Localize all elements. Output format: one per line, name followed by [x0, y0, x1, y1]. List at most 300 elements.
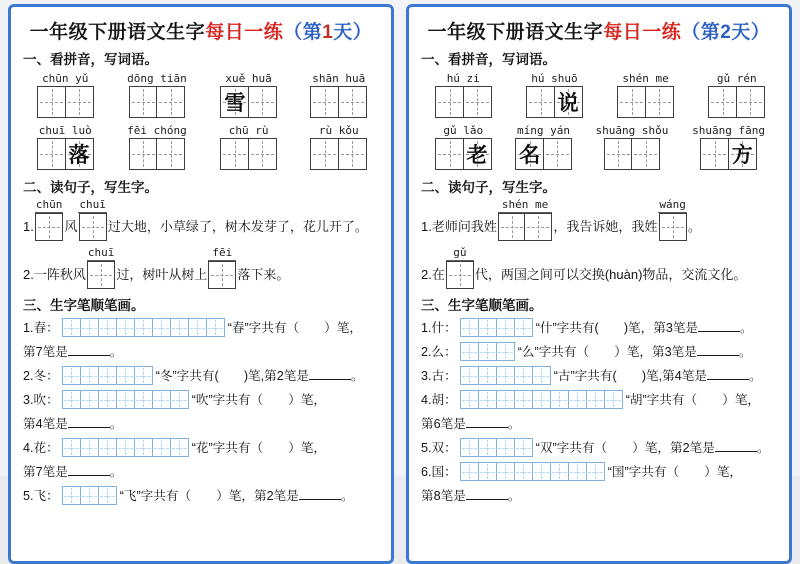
grid-hline [466, 102, 489, 103]
tianzige-cell [435, 86, 464, 118]
stroke-question [23, 364, 379, 388]
stroke-grid-cell [586, 462, 605, 481]
grid-hline [223, 154, 246, 155]
word-group [310, 72, 367, 118]
answer-blank [68, 424, 110, 428]
tianzige-pair [129, 86, 186, 118]
grid-hline [516, 472, 531, 473]
stroke-grid-cell [460, 390, 479, 409]
stroke-grid-cell [206, 318, 225, 337]
title-prefix: 一年级下册语文生字 [427, 22, 604, 43]
prefilled-char: 说 [557, 90, 579, 115]
grid-hline [118, 400, 133, 401]
tianzige-pair [220, 138, 277, 170]
tianzige-pair [37, 86, 94, 118]
question-text-2: 第6笔是 [421, 417, 466, 431]
grid-hline [136, 328, 151, 329]
pinyin-label: gǔ [446, 246, 474, 261]
sentence-text: 落下来。 [237, 267, 290, 282]
word-group [515, 124, 572, 170]
tianzige-cell [498, 213, 526, 241]
question-text-2: 第2笔是 [670, 441, 715, 455]
stroke-grid-cell [604, 390, 623, 409]
grid-hline [82, 328, 97, 329]
pinyin-label: chūn yǔ [42, 72, 89, 85]
answer-box-group [35, 198, 64, 241]
grid-hline [462, 472, 477, 473]
stroke-grid-cell [532, 390, 551, 409]
stroke-question [23, 436, 379, 484]
stroke-grid-cell [62, 438, 81, 457]
grid-hline [534, 472, 549, 473]
question-text-2: 第7笔是 [23, 465, 68, 479]
tianzige-pair [435, 138, 492, 170]
tianzige-cell [736, 86, 765, 118]
grid-hline [159, 154, 182, 155]
tianzige-cell [617, 86, 646, 118]
grid-hline [620, 102, 643, 103]
grid-hline [313, 102, 336, 103]
grid-hline [136, 400, 151, 401]
stroke-grid [460, 318, 533, 337]
grid-hline [118, 448, 133, 449]
tianzige-cell [604, 138, 633, 170]
grid-hline [480, 400, 495, 401]
question-answer-group [421, 417, 520, 431]
pinyin-word-row [421, 72, 777, 118]
grid-hline [648, 102, 671, 103]
pinyin-label: shuāng fāng [692, 124, 765, 137]
pinyin-label: dōng tiān [127, 72, 187, 85]
question-tail: 。 [748, 369, 762, 383]
tianzige-pair [35, 213, 63, 241]
stroke-grid-cell [116, 390, 135, 409]
grid-hline [100, 400, 115, 401]
stroke-grid-cell [80, 366, 99, 385]
answer-blank [715, 448, 757, 452]
grid-hline [527, 227, 549, 228]
tianzige-cell [208, 261, 236, 289]
question-tail: 。 [109, 417, 123, 431]
grid-hline [82, 227, 104, 228]
tianzige-pair [310, 138, 367, 170]
question-answer-group [23, 417, 122, 431]
stroke-grid-cell [188, 318, 207, 337]
stroke-grid-cell [170, 318, 189, 337]
stroke-grid-cell [586, 390, 605, 409]
prefilled-char: 雪 [224, 90, 246, 115]
question-answer-group [254, 489, 353, 503]
stroke-grid-cell [460, 366, 479, 385]
stroke-question [421, 316, 777, 340]
grid-hline [251, 102, 274, 103]
title-day-number: 1 [322, 22, 334, 43]
title-paren-open: （第 [283, 22, 323, 43]
grid-hline [82, 496, 97, 497]
question-text-2: 第2笔是 [254, 489, 299, 503]
grid-hline [498, 400, 513, 401]
stroke-grid-cell [496, 342, 515, 361]
question-label: 6.国： [421, 465, 457, 479]
stroke-question [421, 364, 777, 388]
pinyin-label: chū rù [228, 124, 269, 137]
word-group [708, 72, 765, 118]
grid-hline [570, 400, 585, 401]
grid-hline [449, 275, 471, 276]
question-text: “冬”字共有( )笔, [155, 369, 265, 383]
grid-hline [462, 376, 477, 377]
stroke-grid [62, 366, 153, 385]
stroke-grid-cell [98, 390, 117, 409]
tianzige-pair [515, 138, 572, 170]
grid-hline [498, 352, 513, 353]
tianzige-cell [526, 86, 555, 118]
stroke-grid [460, 438, 533, 457]
pinyin-word-row [421, 124, 777, 170]
title-prefix: 一年级下册语文生字 [29, 22, 206, 43]
tianzige-pair [526, 86, 583, 118]
stroke-question [421, 436, 777, 460]
answer-box-group [446, 246, 474, 289]
answer-blank [697, 352, 739, 356]
grid-hline [711, 102, 734, 103]
grid-hline [516, 400, 531, 401]
grid-hline [588, 400, 603, 401]
question-text-2: 第4笔是 [23, 417, 68, 431]
question-text-2: 第3笔是 [652, 345, 697, 359]
question-answer-group [652, 345, 751, 359]
answer-box-group [87, 246, 116, 289]
stroke-question [421, 340, 777, 364]
question-tail: 。 [340, 489, 354, 503]
answer-blank [68, 472, 110, 476]
pinyin-word-row [23, 72, 379, 118]
pinyin-label: fēi [208, 246, 236, 261]
tianzige-cell [156, 138, 185, 170]
stroke-grid-cell [478, 366, 497, 385]
stroke-grid-cell [116, 318, 135, 337]
pinyin-words-section [421, 72, 777, 170]
stroke-grid-cell [550, 462, 569, 481]
grid-hline [534, 400, 549, 401]
grid-hline [570, 472, 585, 473]
pinyin-label: xuě huā [225, 72, 272, 85]
question-text: “胡”字共有（ ）笔， [625, 393, 761, 407]
stroke-grid-cell [80, 486, 99, 505]
grid-hline [136, 376, 151, 377]
grid-hline [546, 154, 569, 155]
word-group [435, 124, 492, 170]
stroke-grid-cell [514, 390, 533, 409]
grid-hline [132, 154, 155, 155]
tianzige-pair [617, 86, 674, 118]
question-label: 4.花： [23, 441, 59, 455]
word-group [127, 124, 187, 170]
grid-hline [172, 328, 187, 329]
stroke-grid [62, 390, 189, 409]
stroke-grid [460, 366, 551, 385]
pinyin-label: chuī [79, 198, 106, 211]
question-label: 3.吹： [23, 393, 59, 407]
tianzige-cell [659, 213, 687, 241]
tianzige-pair [79, 213, 107, 241]
grid-hline [607, 154, 630, 155]
answer-box-group [498, 198, 553, 241]
stroke-grid-cell [116, 438, 135, 457]
section-heading-sentences: 二、读句子，写生字。 [23, 180, 158, 195]
grid-hline [136, 448, 151, 449]
answer-box-group [658, 198, 687, 241]
pinyin-words-section [23, 72, 379, 170]
tianzige-cell [129, 138, 158, 170]
question-text-2: 第3笔是 [653, 321, 699, 335]
stroke-grid-cell [152, 438, 171, 457]
title-day-number: 2 [720, 22, 732, 43]
grid-hline [64, 400, 79, 401]
stroke-grid-cell [134, 318, 153, 337]
tianzige-cell [220, 86, 249, 118]
prefilled-char: 名 [519, 142, 541, 167]
grid-hline [90, 275, 112, 276]
question-answer-group [23, 465, 122, 479]
grid-hline [132, 102, 155, 103]
grid-hline [438, 154, 461, 155]
pinyin-label: gǔ lǎo [443, 124, 484, 137]
tianzige-cell [554, 86, 583, 118]
sentence-line [23, 246, 379, 289]
question-text-2: 第2笔是 [264, 369, 309, 383]
pinyin-label: chuī luò [38, 124, 92, 137]
grid-hline [68, 102, 91, 103]
grid-hline [190, 328, 205, 329]
pinyin-label: wáng [659, 198, 686, 211]
stroke-grid-cell [478, 438, 497, 457]
word-group [127, 72, 187, 118]
answer-blank [68, 352, 110, 356]
grid-hline [38, 227, 60, 228]
grid-hline [82, 448, 97, 449]
pinyin-label: shén me [498, 198, 553, 213]
grid-hline [552, 472, 567, 473]
stroke-grid-cell [62, 390, 81, 409]
question-text-2: 第7笔是 [23, 345, 68, 359]
question-label: 3.古： [421, 369, 457, 383]
tianzige-cell [338, 138, 367, 170]
tianzige-pair [498, 213, 553, 241]
stroke-question [23, 484, 379, 508]
question-text: “春”字共有（ ）笔， [227, 321, 363, 335]
question-text-2: 第4笔是 [662, 369, 707, 383]
tianzige-pair [604, 138, 661, 170]
stroke-grid-cell [134, 390, 153, 409]
grid-hline [498, 448, 513, 449]
stroke-grid [62, 318, 225, 337]
question-text: “花”字共有（ ）笔， [191, 441, 327, 455]
grid-hline [480, 472, 495, 473]
sentences-section [23, 198, 379, 289]
title-highlight: 每日一练 [205, 22, 284, 43]
stroke-grid-cell [514, 318, 533, 337]
pinyin-label: rù kǒu [318, 124, 359, 137]
tianzige-pair [87, 261, 115, 289]
question-answer-group [653, 321, 752, 335]
tianzige-pair [708, 86, 765, 118]
word-group [596, 124, 669, 170]
question-tail: 。 [507, 417, 521, 431]
question-text: “什”字共有( )笔， [535, 321, 654, 335]
question-answer-group [421, 489, 520, 503]
stroke-grid-cell [170, 390, 189, 409]
question-label: 2.么： [421, 345, 457, 359]
tianzige-cell [87, 261, 115, 289]
tianzige-cell [310, 138, 339, 170]
stroke-order-section [421, 316, 777, 508]
stroke-grid-cell [532, 366, 551, 385]
tianzige-cell [708, 86, 737, 118]
grid-hline [64, 376, 79, 377]
question-label: 2.冬： [23, 369, 59, 383]
stroke-grid-cell [514, 366, 533, 385]
page-title [421, 17, 777, 44]
pinyin-label: shén me [622, 72, 669, 85]
tianzige-cell [310, 86, 339, 118]
word-group [310, 124, 367, 170]
title-paren-close: 天） [333, 22, 373, 43]
tianzige-cell [728, 138, 757, 170]
stroke-grid-cell [514, 462, 533, 481]
grid-hline [498, 328, 513, 329]
grid-hline [118, 328, 133, 329]
sentence-text: 风 [64, 219, 78, 234]
question-label: 5.飞： [23, 489, 59, 503]
grid-hline [480, 328, 495, 329]
grid-hline [462, 400, 477, 401]
tianzige-cell [65, 86, 94, 118]
tianzige-cell [37, 86, 66, 118]
sentence-text: 1.老师问我姓 [421, 219, 497, 234]
answer-blank [698, 328, 740, 332]
tianzige-pair [435, 86, 492, 118]
sentence-text: 。 [687, 219, 701, 234]
stroke-grid-cell [62, 318, 81, 337]
tianzige-pair [220, 86, 277, 118]
stroke-grid-cell [532, 462, 551, 481]
pinyin-label: shuāng shǒu [595, 124, 669, 137]
stroke-grid-cell [478, 318, 497, 337]
grid-hline [118, 376, 133, 377]
grid-hline [529, 102, 552, 103]
stroke-grid-cell [478, 462, 497, 481]
stroke-question [23, 388, 379, 436]
grid-hline [462, 328, 477, 329]
pinyin-word-row [23, 124, 379, 170]
tianzige-cell [129, 86, 158, 118]
question-text: “国”字共有（ ）笔， [607, 465, 743, 479]
grid-hline [172, 448, 187, 449]
tianzige-cell [515, 138, 544, 170]
grid-hline [480, 352, 495, 353]
question-tail: 。 [756, 441, 770, 455]
tianzige-cell [631, 138, 660, 170]
answer-blank [466, 424, 508, 428]
pinyin-label: chuī [87, 246, 115, 259]
pinyin-label: hú shuō [531, 72, 578, 85]
stroke-grid-cell [568, 462, 587, 481]
sentence-line [421, 198, 777, 241]
grid-hline [341, 102, 364, 103]
grid-hline [64, 328, 79, 329]
grid-hline [82, 376, 97, 377]
stroke-grid-cell [62, 366, 81, 385]
grid-hline [534, 376, 549, 377]
question-label: 1.春： [23, 321, 59, 335]
prefilled-char: 老 [466, 142, 488, 167]
grid-hline [462, 352, 477, 353]
stroke-grid [62, 438, 189, 457]
grid-hline [739, 102, 762, 103]
word-group [220, 124, 277, 170]
tianzige-cell [248, 86, 277, 118]
question-tail: 。 [740, 321, 753, 335]
grid-hline [516, 376, 531, 377]
grid-hline [516, 448, 531, 449]
grid-hline [480, 448, 495, 449]
grid-hline [154, 448, 169, 449]
question-tail: 。 [350, 369, 364, 383]
question-tail: 。 [109, 465, 123, 479]
question-text: “古”字共有( )笔, [553, 369, 663, 383]
word-group [435, 72, 492, 118]
tianzige-cell [156, 86, 185, 118]
stroke-grid-cell [134, 366, 153, 385]
grid-hline [462, 448, 477, 449]
stroke-grid-cell [460, 342, 479, 361]
grid-hline [211, 275, 233, 276]
tianzige-cell [645, 86, 674, 118]
stroke-grid-cell [460, 462, 479, 481]
grid-hline [703, 154, 726, 155]
tianzige-pair [208, 261, 236, 289]
title-highlight: 每日一练 [603, 22, 682, 43]
grid-hline [154, 328, 169, 329]
question-text: “双”字共有（ ）笔， [535, 441, 671, 455]
title-paren-open: （第 [681, 22, 721, 43]
grid-hline [438, 102, 461, 103]
tianzige-cell [543, 138, 572, 170]
stroke-grid-cell [496, 318, 515, 337]
sentence-text: 2.在 [421, 267, 445, 282]
stroke-question [421, 388, 777, 436]
grid-hline [552, 400, 567, 401]
grid-hline [154, 400, 169, 401]
grid-hline [606, 400, 621, 401]
grid-hline [40, 102, 63, 103]
pinyin-label: hú zi [446, 72, 480, 85]
worksheet-page-day-1 [8, 4, 394, 564]
question-answer-group [662, 369, 761, 383]
word-group [37, 72, 94, 118]
grid-hline [516, 328, 531, 329]
question-answer-group [264, 369, 363, 383]
tianzige-cell [700, 138, 729, 170]
stroke-grid-cell [80, 390, 99, 409]
stroke-grid [62, 486, 117, 505]
tianzige-pair [700, 138, 757, 170]
answer-box-group [208, 246, 236, 289]
answer-blank [299, 496, 341, 500]
question-tail: 。 [109, 345, 123, 359]
stroke-grid-cell [568, 390, 587, 409]
